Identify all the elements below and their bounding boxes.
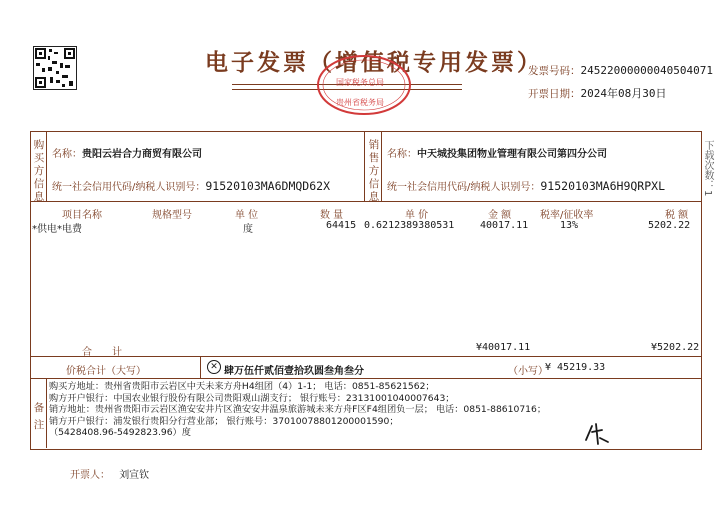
invoice-title: 电子发票（增值税专用发票） <box>205 49 543 76</box>
grand-total-divider <box>200 356 201 378</box>
invoice-date-row <box>528 85 666 101</box>
invoice-number-row <box>528 63 713 78</box>
item-price: 0.6212389380531 <box>364 220 455 231</box>
stamp-text-top: 国家税务总局 <box>336 78 384 87</box>
buyer-side-label: 购买方信息 <box>33 139 45 203</box>
grand-total-top-rule <box>30 356 701 357</box>
item-name: *供电*电费 <box>32 224 82 235</box>
qr-code <box>33 46 77 90</box>
invoice-number-label: 发票号码： <box>528 65 581 77</box>
invoice-number: 24522000000040504071 <box>580 64 713 77</box>
grand-total-bottom-rule <box>30 378 701 379</box>
buyer-tax-id: 91520103MA6DMQD62X <box>205 179 330 193</box>
invoice-date-label: 开票日期： <box>528 88 581 100</box>
remarks-text <box>49 381 546 439</box>
seller-name-label: 名称： <box>387 149 417 160</box>
grand-total-small-label: （小写） <box>508 366 548 377</box>
remarks-line: 销方地址：贵州省贵阳市云岩区渔安安井片区渔安安井温泉旅游城未来方舟F区F4组团负一层； 电话：0851-88610716； <box>49 404 547 416</box>
item-amount: 40017.11 <box>480 220 529 231</box>
col-header-name: 项目名称 <box>62 210 102 221</box>
seller-label-divider <box>381 131 382 201</box>
item-unit: 度 <box>243 224 253 235</box>
seller-tax-row <box>387 178 665 193</box>
grand-total-upper: 肆万伍仟贰佰壹拾玖圆叁角叁分 <box>224 366 364 377</box>
grand-total-label: 价税合计（大写） <box>66 366 146 377</box>
buyer-label-divider <box>46 131 47 201</box>
party-section-divider <box>30 201 701 202</box>
col-header-unit: 单 位 <box>235 210 259 221</box>
grand-total-small: ¥ 45219.33 <box>545 362 606 373</box>
issuer-name: 刘宣钦 <box>119 470 150 481</box>
buyer-name-row <box>52 145 202 160</box>
remarks-line: 购买方地址：贵州省贵阳市云岩区中天未来方舟H4组团（4）1-1； 电话：0851-85621562； <box>49 381 435 392</box>
cross-circle-icon: ✕ <box>207 360 221 374</box>
seller-name-row <box>387 145 607 160</box>
signature-mark <box>582 418 612 448</box>
stamp-text-bottom: 贵州省税务局 <box>336 98 384 107</box>
download-count-note: 下载次数：1 <box>702 140 713 197</box>
col-header-price: 单 价 <box>405 210 429 221</box>
issuer-label: 开票人： <box>70 470 110 481</box>
issuer-row <box>70 466 149 481</box>
col-header-amount: 金 额 <box>488 210 512 221</box>
col-header-tax: 税 额 <box>665 210 689 221</box>
remarks-label-divider <box>46 378 47 448</box>
col-header-rate: 税率/征收率 <box>540 210 594 221</box>
party-center-divider <box>364 131 365 201</box>
seller-side-label: 销售方信息 <box>368 139 380 203</box>
total-label: 合 计 <box>82 347 122 358</box>
remarks-side-label: 备注 <box>33 402 45 431</box>
invoice-date: 2024年08月30日 <box>580 87 667 100</box>
total-tax: ¥5202.22 <box>651 342 700 353</box>
buyer-name-label: 名称： <box>52 149 82 160</box>
remarks-line: （5428408.96-5492823.96）度 <box>49 427 191 439</box>
item-qty: 64415 <box>326 220 357 231</box>
buyer-tax-row <box>52 178 330 193</box>
col-header-qty: 数 量 <box>320 210 344 221</box>
item-tax: 5202.22 <box>648 220 691 231</box>
remarks-line: 销方开户银行：浦发银行贵阳分行营业部； 银行账号：37010078801200001590； <box>49 415 399 427</box>
seller-tax-id: 91520103MA6H9QRPXL <box>540 179 665 193</box>
buyer-name: 贵阳云岩合力商贸有限公司 <box>82 149 202 160</box>
item-rate: 13% <box>560 220 579 231</box>
col-header-spec: 规格型号 <box>152 210 192 221</box>
total-amount: ¥40017.11 <box>476 342 531 353</box>
remarks-line: 购方开户银行：中国农业银行股份有限公司贵阳观山湖支行； 银行账号：23131001040007643； <box>49 392 455 404</box>
qr-code-graphic <box>34 47 76 89</box>
seller-tax-label: 统一社会信用代码/纳税人识别号： <box>387 182 541 193</box>
seller-name: 中天城投集团物业管理有限公司第四分公司 <box>417 149 607 160</box>
buyer-tax-label: 统一社会信用代码/纳税人识别号： <box>52 182 206 193</box>
